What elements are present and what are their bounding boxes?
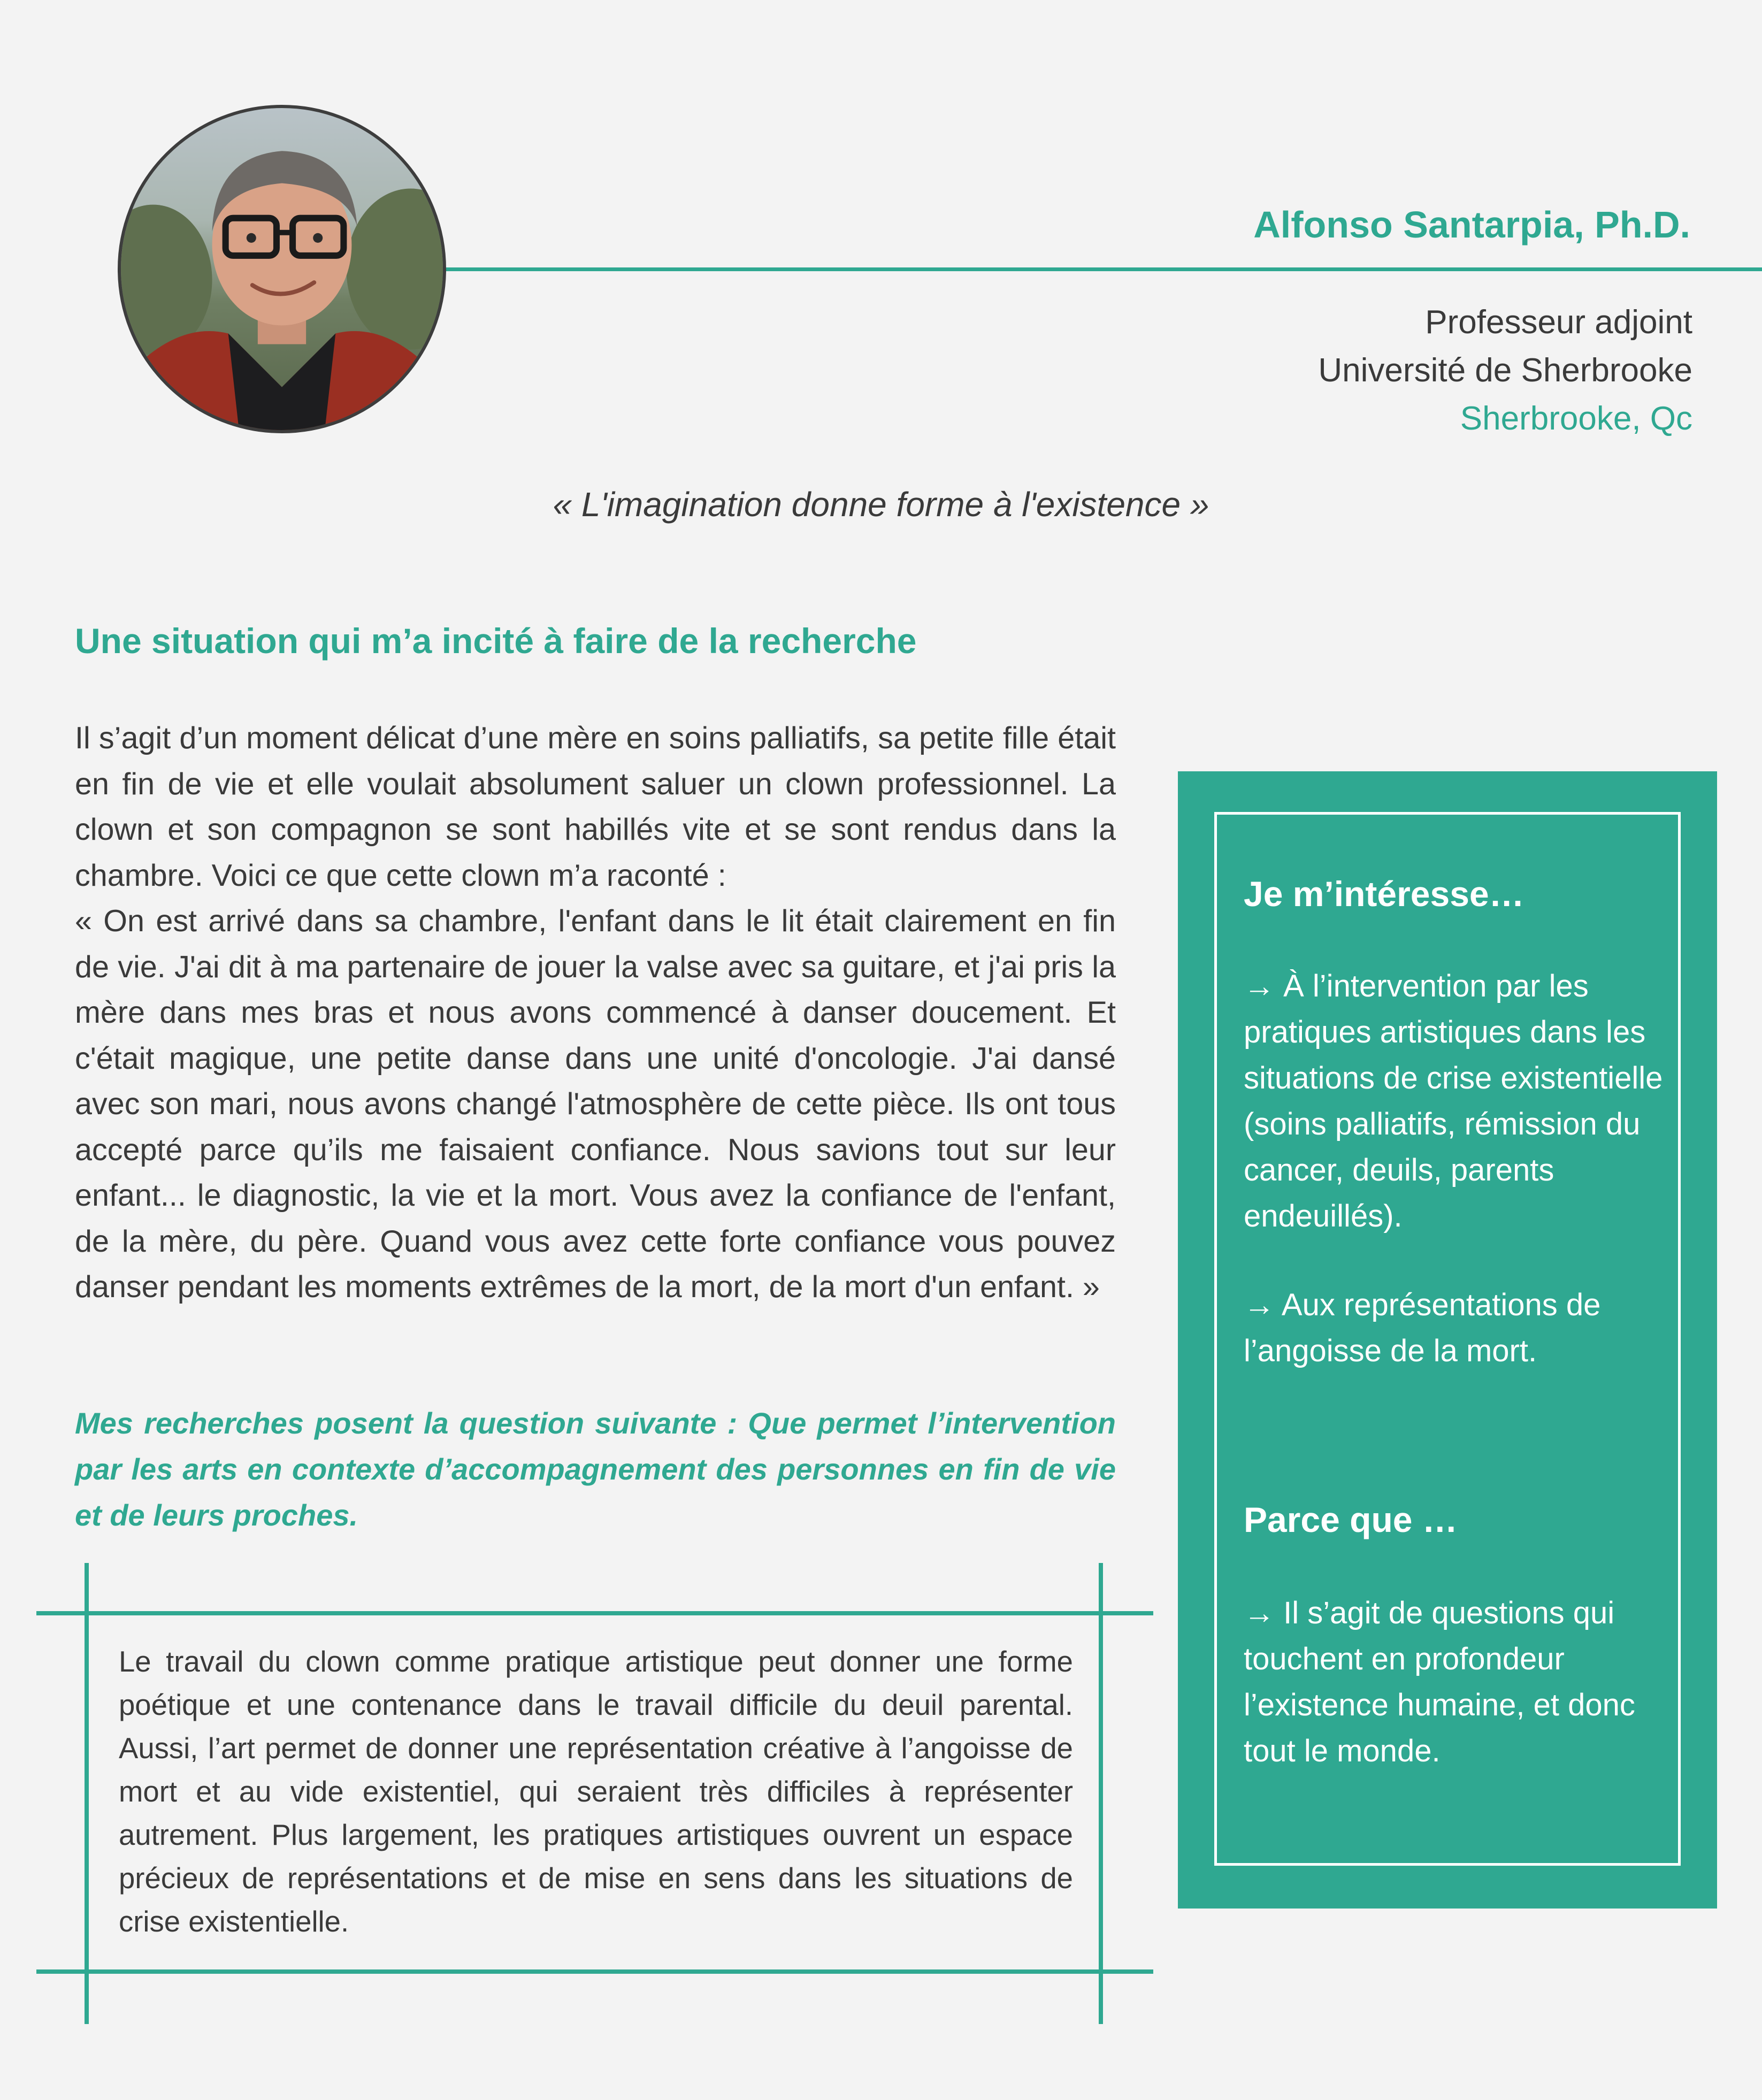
- portrait-photo-icon: [121, 108, 443, 430]
- profile-affiliation: [1318, 298, 1692, 443]
- interest-item: → Aux représentations de l’angoisse de la mort.: [1244, 1287, 1601, 1368]
- research-question: Mes recherches posent la question suivante : Que permet l’intervention par les arts en contexte d’accompagnement des personnes en fin de vie et de leurs proches.: [75, 1406, 1116, 1532]
- side-panel-frame: [1214, 812, 1681, 1866]
- note-frame-bottom: [36, 1969, 1153, 1974]
- profile-institution: Université de Sherbrooke: [1318, 352, 1692, 389]
- story-quote: « On est arrivé dans sa chambre, l'enfant dans le lit était clairement en fin de vie. J'ai dit à ma partenaire de jouer la valse avec sa guitare, et j'ai pris la mère dans mes bras et nous avons commencé à danser doucement. Et c'était magique, une petite danse dans une unité d'oncologie. J'ai dansé avec son mari, nous avons changé l'atmosphère de cette pièce. Ils ont tous accepté parce qu’ils me faisaient confiance. Nous savions tout sur leur enfant... le diagnostic, la vie et la mort. Vous avez la confiance de l'enfant, de la mère, du père. Quand vous avez cette forte confiance vous pouvez danser pendant les moments extrêmes de la mort, de la mort d'un enfant. »: [75, 904, 1116, 1304]
- framed-note: Le travail du clown comme pratique artistique peut donner une forme poétique et une contenance dans le travail difficile du deuil parental. Aussi, l’art permet de donner une représentation créative à l’angoisse de mort et au vide existentiel, qui seraient très difficiles à représenter autrement. Plus largement, les pratiques artistiques ouvrent un espace précieux de représentations et de mise en sens dans les situations de crise existentielle.: [119, 1645, 1073, 1938]
- because-title: Parce que …: [1244, 1500, 1458, 1539]
- interest-item: → À l’intervention par les pratiques artistiques dans les situations de crise existentielle (soins palliatifs, rémission du cancer, deuils, parents endeuillés).: [1244, 969, 1663, 1233]
- profile-location: Sherbrooke, Qc: [1460, 400, 1692, 437]
- story-intro: Il s’agit d’un moment délicat d’une mère en soins palliatifs, sa petite fille était en fin de vie et elle voulait absolument saluer un clown professionnel. La clown et son compagnon se sont habillés vite et se sont rendus dans la chambre. Voici ce que cette clown m’a raconté :: [75, 721, 1116, 893]
- note-frame-right: [1099, 1563, 1103, 2024]
- because-item: → Il s’agit de questions qui touchent en profondeur l’existence humaine, et donc tout le monde.: [1244, 1596, 1635, 1768]
- note-frame-left: [85, 1563, 89, 2024]
- interest-title: Je m’intéresse…: [1244, 874, 1524, 914]
- profile-name: Alfonso Santarpia, Ph.D.: [1253, 204, 1690, 246]
- profile-photo: [118, 105, 446, 433]
- motto-quote: « L'imagination donne forme à l'existence »: [553, 485, 1209, 524]
- profile-title: Professeur adjoint: [1425, 304, 1692, 341]
- story-text: [75, 716, 1116, 1310]
- side-panel: [1178, 771, 1717, 1909]
- header-divider: [446, 267, 1762, 271]
- section-title: Une situation qui m’a incité à faire de la recherche: [75, 621, 917, 661]
- note-frame-top: [36, 1611, 1153, 1615]
